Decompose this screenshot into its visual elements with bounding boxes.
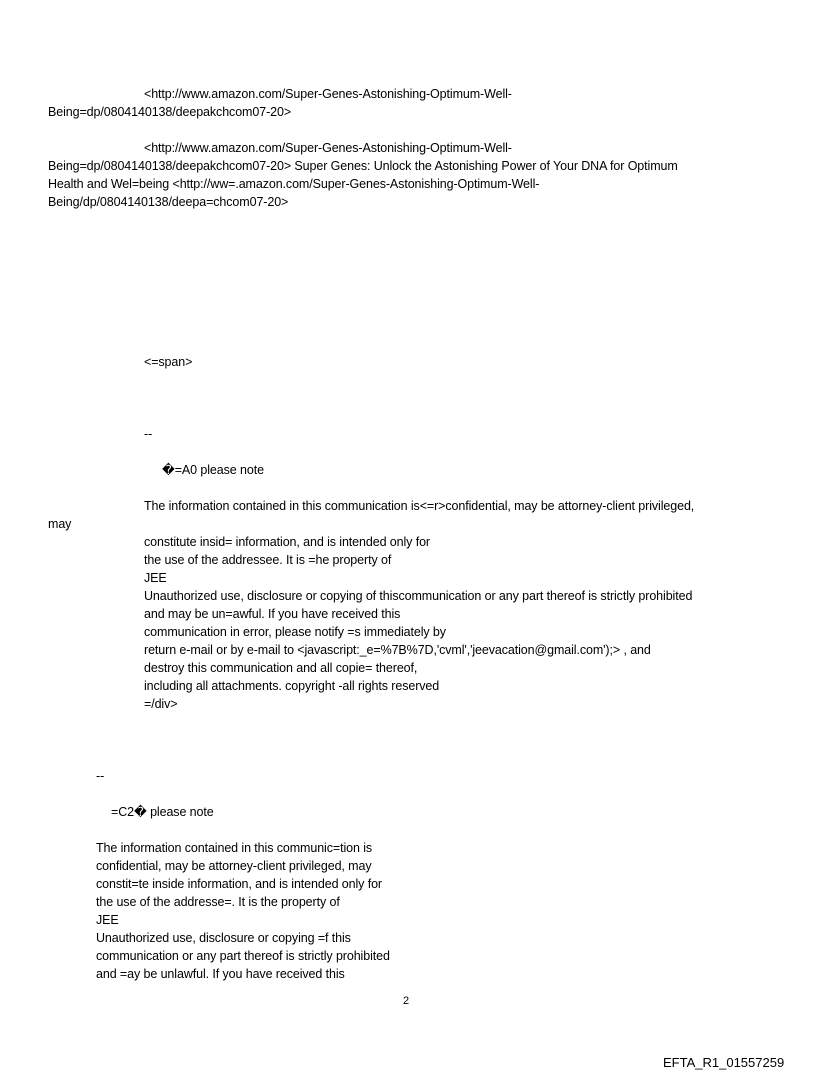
document-id-footer: EFTA_R1_01557259 bbox=[663, 1055, 785, 1070]
note-2-heading: =C2� please note bbox=[111, 805, 214, 819]
note-2-line: constit=te inside information, and is intended only for bbox=[96, 877, 382, 891]
note-1-line: destroy this communication and all copie= thereof, bbox=[144, 661, 418, 675]
amazon-link-block-line-4: Being/dp/0804140138/deepa=chcom07-20> bbox=[48, 195, 289, 209]
note-1-line: =/div> bbox=[144, 697, 178, 711]
note-1-line: the use of the addressee. It is =he property of bbox=[144, 553, 392, 567]
note-1-line: JEE bbox=[144, 571, 167, 585]
note-1-line: communication in error, please notify =s immediately by bbox=[144, 625, 446, 639]
amazon-link-line-1: <http://www.amazon.com/Super-Genes-Astonishing-Optimum-Well- bbox=[144, 87, 512, 101]
note-1-line: constitute insid= information, and is intended only for bbox=[144, 535, 430, 549]
note-2-line: Unauthorized use, disclosure or copying =f this bbox=[96, 931, 351, 945]
note-2-line: communication or any part thereof is strictly prohibited bbox=[96, 949, 390, 963]
note-2-line: JEE bbox=[96, 913, 119, 927]
note-1-line: Unauthorized use, disclosure or copying of thiscommunication or any part thereof is strictly prohibited bbox=[144, 589, 693, 603]
note-1-line: may bbox=[48, 517, 72, 531]
amazon-link-block-line-3: Health and Wel=being <http://ww=.amazon.com/Super-Genes-Astonishing-Optimum-Well- bbox=[48, 177, 540, 191]
note-1-line: and may be un=awful. If you have received this bbox=[144, 607, 401, 621]
note-1-line: including all attachments. copyright -all rights reserved bbox=[144, 679, 440, 693]
amazon-link-block-line-2: Being=dp/0804140138/deepakchcom07-20> Super Genes: Unlock the Astonishing Power of Your DNA for Optimum bbox=[48, 159, 678, 173]
note-1-line: The information contained in this communication is<=r>confidential, may be attorney-client privileged, bbox=[144, 499, 695, 513]
note-2-line: confidential, may be attorney-client privileged, may bbox=[96, 859, 372, 873]
note-2-line: and =ay be unlawful. If you have received this bbox=[96, 967, 345, 981]
note-1-email-line: return e-mail or by e-mail to <javascript:_e=%7B%7D,'cvml','jeevacation@gmail.com');> , and bbox=[144, 643, 651, 657]
note-2-line: the use of the addresse=. It is the property of bbox=[96, 895, 340, 909]
note-2-line: The information contained in this communic=tion is bbox=[96, 841, 373, 855]
span-tag-text: <=span> bbox=[144, 355, 193, 369]
note-1-heading: �=A0 please note bbox=[162, 463, 264, 477]
page-number: 2 bbox=[403, 995, 410, 1007]
separator-2: -- bbox=[96, 769, 105, 783]
amazon-link-block-line-1: <http://www.amazon.com/Super-Genes-Astonishing-Optimum-Well- bbox=[144, 141, 512, 155]
amazon-link-line-2: Being=dp/0804140138/deepakchcom07-20> bbox=[48, 105, 292, 119]
separator-1: -- bbox=[144, 427, 153, 441]
